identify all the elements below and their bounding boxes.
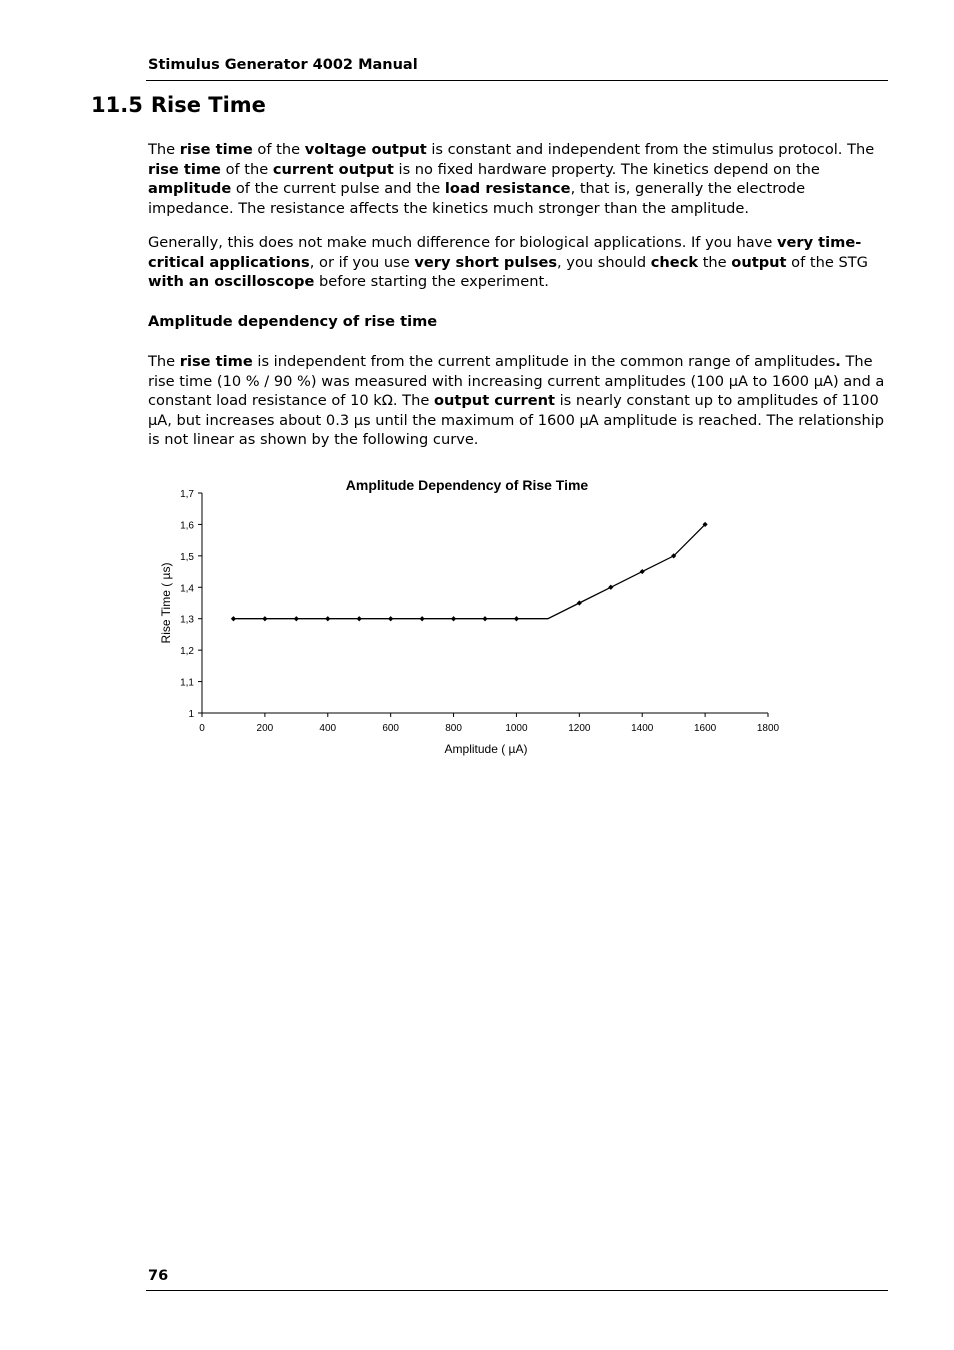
section-title: Rise Time: [150, 93, 266, 117]
header-divider: [146, 80, 888, 81]
rise-time-chart: [150, 468, 800, 768]
text-run: the: [698, 253, 732, 271]
paragraph-amplitude-dependency: [148, 352, 888, 450]
x-tick-label: 1800: [756, 723, 780, 734]
y-tick-label: 1,2: [180, 646, 194, 658]
page-number: 76: [148, 1268, 169, 1284]
bold-term: very short pulses: [414, 253, 558, 271]
text-run: is nearly constant up to amplitudes of 1100 µA, but increases about 0.3 µs until the maximum of 1600 µA amplitude is reached. The relationship is not linear as shown by the following curve.: [148, 392, 885, 448]
section-heading: [91, 93, 266, 117]
text-run: The: [148, 353, 180, 370]
text-run: The rise time (10 % / 90 %) was measured with increasing current amplitudes (100 µA to 1600 µA) and a constant load resistance of 10 kΩ. The: [148, 353, 885, 409]
text-run: of the: [252, 141, 305, 158]
x-tick-label: 600: [382, 723, 400, 734]
subheading-amplitude-dependency: Amplitude dependency of rise time: [148, 313, 438, 330]
text-run: , that is, generally the electrode impedance. The resistance affects the kinetics much stronger than the amplitude.: [148, 180, 806, 217]
y-tick-label: 1,4: [180, 583, 194, 595]
data-point: [640, 569, 645, 574]
text-run: , you should: [557, 253, 651, 271]
x-tick-label: 1200: [568, 723, 591, 734]
y-tick-label: 1,7: [180, 489, 194, 500]
bold-term: check: [650, 253, 699, 271]
y-tick-label: 1,6: [180, 520, 194, 532]
y-tick-group: [180, 489, 202, 720]
data-point: [608, 585, 613, 590]
x-tick-label: 1400: [631, 723, 654, 734]
bold-term: .: [835, 353, 841, 370]
text-run: of the STG: [786, 253, 868, 271]
text-run: , or if you use: [309, 253, 415, 271]
bold-term: rise time: [179, 353, 253, 370]
text-run: of the current pulse and the: [231, 180, 445, 197]
data-point: [294, 616, 299, 621]
bold-term: very time-critical applications: [148, 234, 862, 271]
x-tick-label: 0: [199, 723, 205, 734]
footer-divider: [146, 1290, 888, 1291]
section-number: 11.5: [91, 93, 143, 117]
data-point-group: [231, 522, 708, 621]
text-run: The: [148, 141, 180, 158]
bold-term: output: [731, 253, 787, 271]
chart-title: Amplitude Dependency of Rise Time: [345, 477, 589, 493]
text-run: is no fixed hardware property. The kinetics depend on the: [393, 160, 820, 178]
bold-term: with an oscilloscope: [148, 273, 315, 290]
bold-term: voltage output: [304, 141, 427, 158]
x-tick-label: 1000: [505, 723, 528, 734]
data-point: [420, 616, 425, 621]
paragraph-3-text: [148, 352, 888, 450]
data-point: [231, 616, 236, 621]
data-point: [325, 616, 330, 621]
paragraph-oscilloscope-advice: [148, 233, 888, 292]
text-run: is constant and independent from the stimulus protocol. The: [426, 141, 875, 158]
y-tick-label: 1,3: [180, 614, 194, 626]
text-run: Generally, this does not make much difference for biological applications. If you have: [148, 234, 777, 251]
data-point: [482, 616, 487, 621]
bold-term: rise time: [179, 141, 253, 158]
series-line: [233, 524, 705, 618]
running-header: Stimulus Generator 4002 Manual: [148, 57, 418, 73]
y-axis-label: Rise Time ( µs): [159, 562, 173, 644]
data-point: [577, 600, 582, 605]
y-tick-label: 1,1: [180, 677, 194, 689]
bold-term: output current: [433, 392, 555, 409]
x-axis-label: Amplitude ( µA): [444, 742, 528, 756]
bold-term: current output: [272, 160, 394, 178]
x-tick-label: 200: [256, 723, 274, 734]
y-tick-label: 1: [188, 709, 194, 720]
paragraph-2-text: [148, 233, 888, 292]
data-point: [262, 616, 267, 621]
y-tick-label: 1,5: [180, 551, 194, 563]
text-run: is independent from the current amplitude in the common range of amplitudes: [252, 353, 836, 370]
x-tick-label: 400: [319, 723, 337, 734]
bold-term: amplitude: [148, 180, 232, 197]
x-tick-label: 1600: [693, 723, 717, 734]
paragraph-1-text: [148, 140, 888, 218]
text-run: before starting the experiment.: [314, 273, 549, 290]
data-point: [388, 616, 393, 621]
bold-term: rise time: [148, 160, 221, 178]
data-point: [451, 616, 456, 621]
x-tick-label: 800: [445, 723, 462, 734]
text-run: of the: [220, 160, 273, 178]
data-point: [357, 616, 362, 621]
paragraph-rise-time-intro: [148, 140, 888, 218]
data-point: [514, 616, 519, 621]
x-tick-group: [199, 713, 779, 734]
bold-term: load resistance: [444, 180, 571, 197]
